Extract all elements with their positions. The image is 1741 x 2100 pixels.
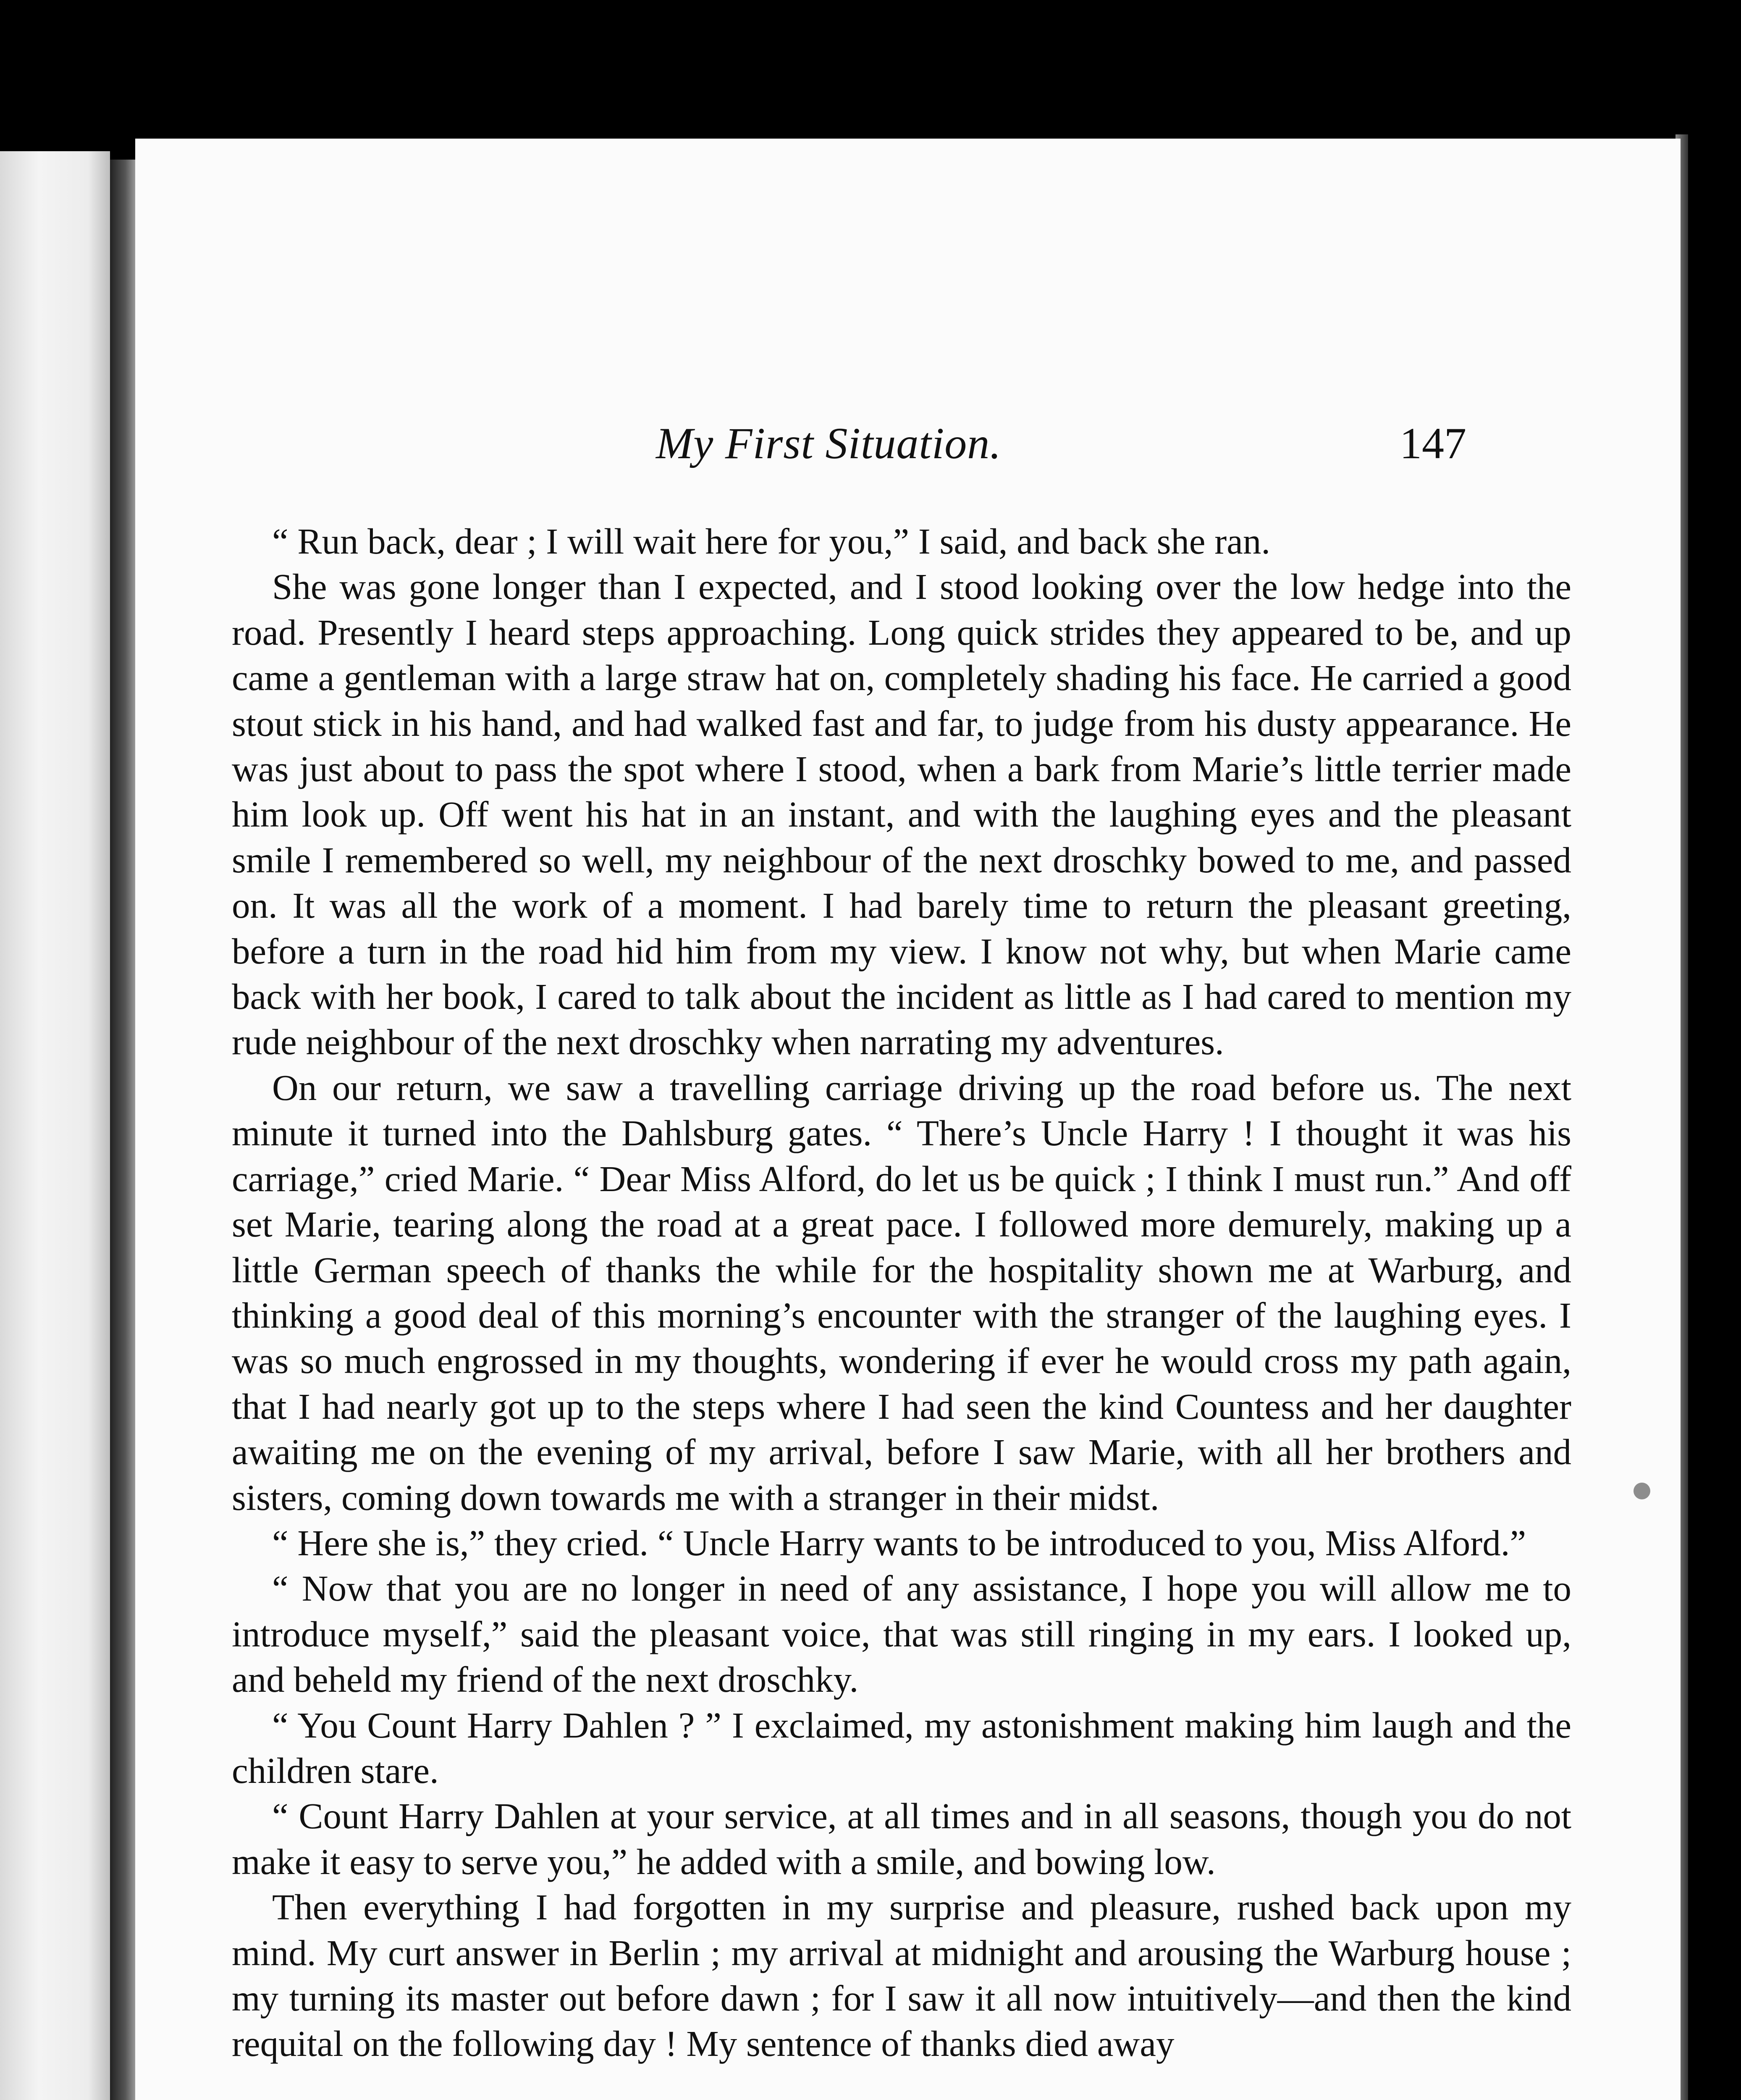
running-title: My First Situation.	[656, 419, 1002, 468]
page-number: 147	[1400, 419, 1466, 468]
running-header	[135, 418, 1681, 477]
paragraph: “ Now that you are no longer in need of any assistance, I hope you will allow me to introduce myself,” said the pleasant voice, that was still ringing in my ears. I looked up, and beheld my friend of the next droschky.	[232, 1568, 1571, 1700]
book-gutter	[110, 160, 135, 2100]
paragraph: She was gone longer than I expected, and I stood looking over the low hedge into the road. Presently I heard steps approaching. Long quick strides they appeared to be, and up came a gentleman with a large straw hat on, completely shading his face. He carried a good stout stick in his hand, and had walked fast and far, to judge from his dusty appearance. He was just about to pass the spot where I stood, when a bark from Marie’s little terrier made him look up. Off went his hat in an instant, and with the laughing eyes and the pleasant smile I remembered so well, my neighbour of the next droschky bowed to me, and passed on. It was all the work of a moment. I had barely time to return the pleasant greeting, before a turn in the road hid him from my view. I know not why, but when Marie came back with her book, I cared to talk about the incident as little as I had cared to mention my rude neighbour of the next droschky when narrating my adventures.	[232, 566, 1571, 1063]
paragraph: “ Count Harry Dahlen at your service, at all times and in all seasons, though you do not make it easy to serve you,” he added with a smile, and bowing low.	[232, 1796, 1571, 1882]
paragraph: On our return, we saw a travelling carriage driving up the road before us. The next minute it turned into the Dahlsburg gates. “ There’s Uncle Harry ! I thought it was his carriage,” cried Marie. “ Dear Miss Alford, do let us be quick ; I think I must run.” And off set Marie, tearing along the road at a great pace. I followed more demurely, making up a little German speech of thanks the while for the hospitality shown me at Warburg, and thinking a good deal of this morning’s encounter with the stranger of the laughing eyes. I was so much engrossed in my thoughts, wondering if ever he would cross my path again, that I had nearly got up to the steps where I had seen the kind Countess and her daughter awaiting me on the evening of my arrival, before I saw Marie, with all her brothers and sisters, coming down towards me with a stranger in their midst.	[232, 1067, 1571, 1518]
paragraph: Then everything I had forgotten in my surprise and pleasure, rushed back upon my mind. My curt answer in Berlin ; my arrival at midnight and arousing the Warburg house ; my turning its master out before dawn ; for I saw it all now intuitively—and then the kind requital on the following day ! My sentence of thanks died away	[232, 1887, 1571, 2064]
facing-page-edge	[0, 151, 110, 2100]
paragraph: “ Run back, dear ; I will wait here for you,” I said, and back she ran.	[272, 521, 1271, 562]
ink-smudge	[1633, 1483, 1650, 1499]
book-page	[135, 139, 1681, 2100]
body-text	[232, 519, 1571, 2067]
paragraph: “ Here she is,” they cried. “ Uncle Harry wants to be introduced to you, Miss Alford.”	[272, 1522, 1526, 1563]
paragraph: “ You Count Harry Dahlen ? ” I exclaimed, my astonishment making him laugh and the children stare.	[232, 1704, 1571, 1791]
